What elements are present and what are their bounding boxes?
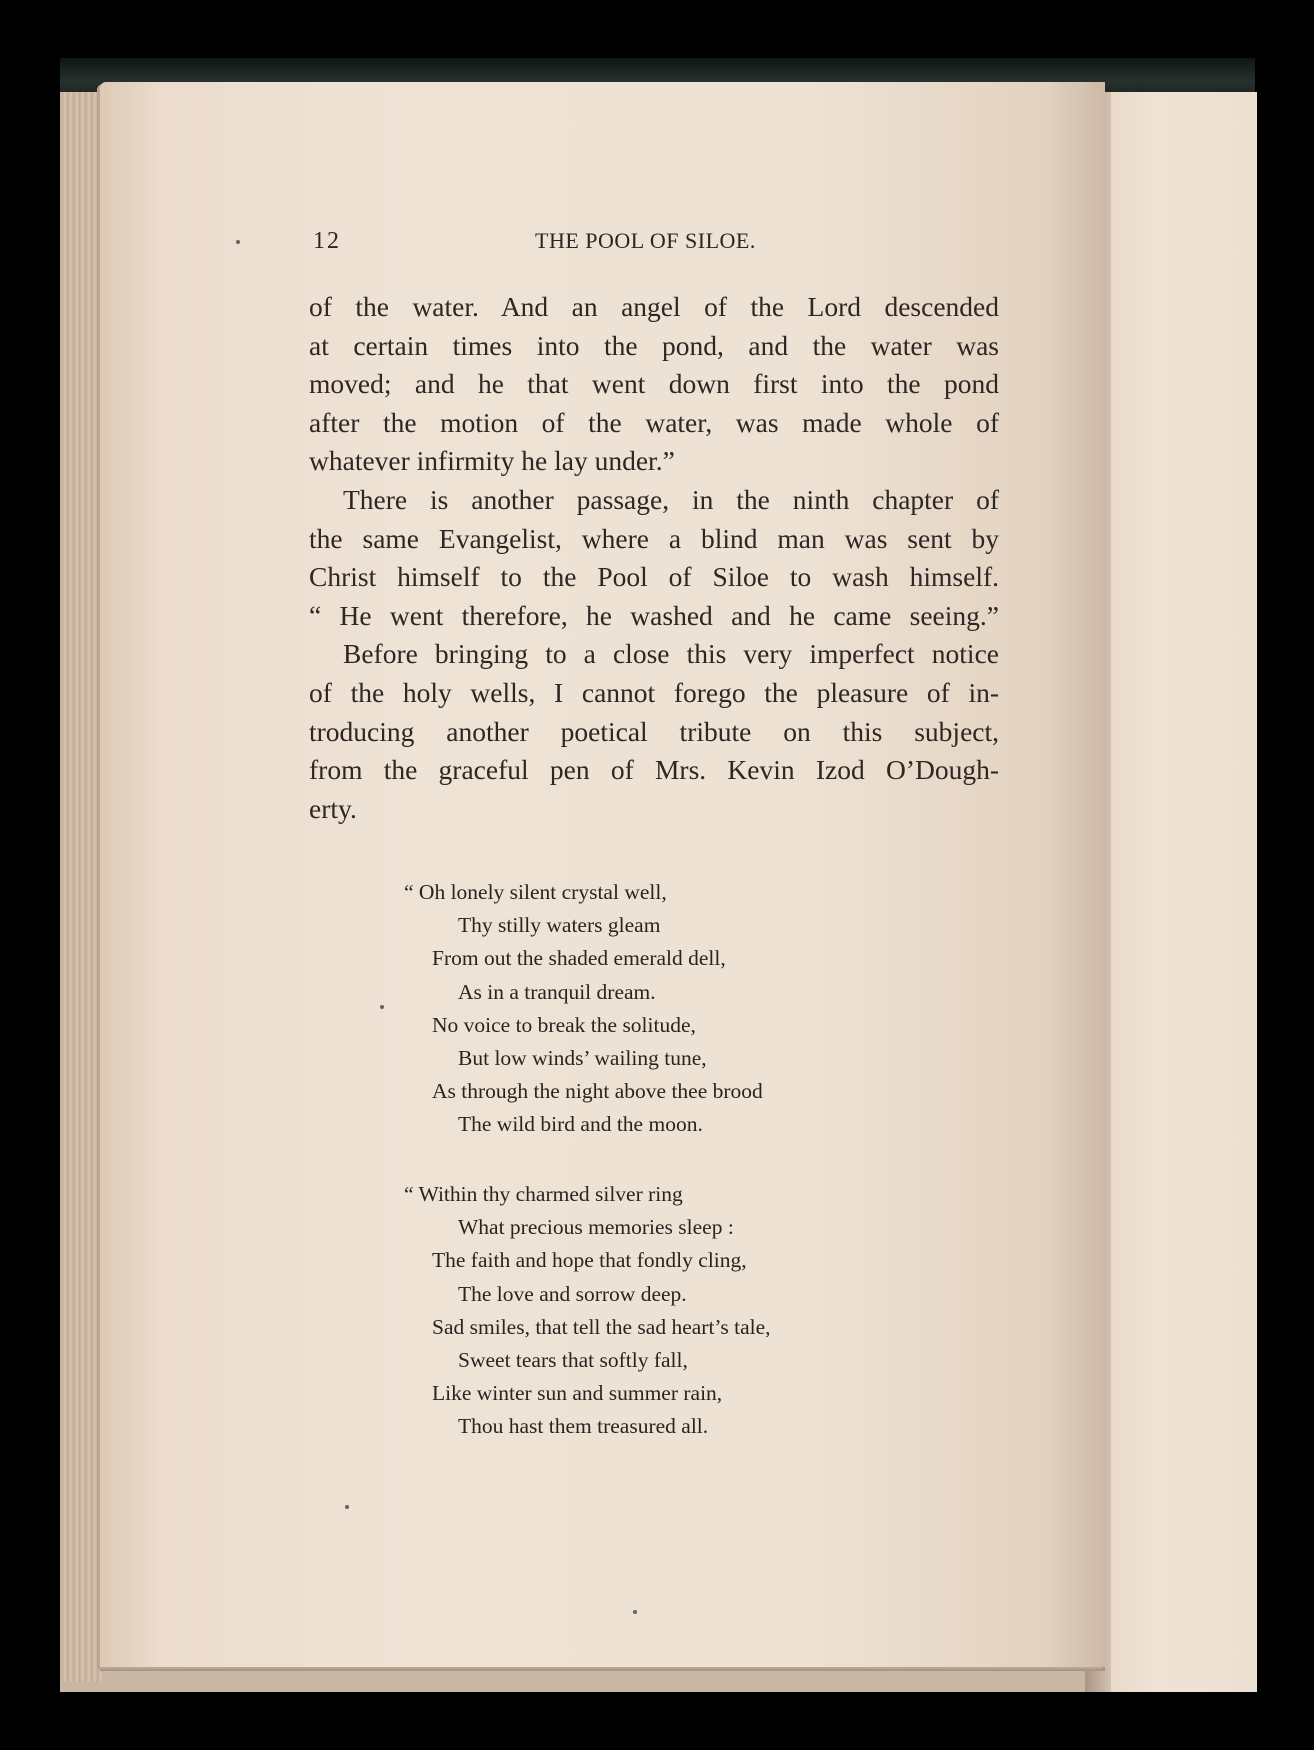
prose-line: of the holy wells, I cannot forego the pleasure of in- — [309, 676, 999, 708]
poem-line: As through the night above thee brood — [432, 1079, 763, 1104]
poem-line: Thou hast them treasured all. — [458, 1414, 709, 1439]
poem-line: What precious memories sleep : — [458, 1215, 734, 1240]
paper-speck — [236, 240, 240, 244]
prose-line: of the water. And an angel of the Lord descended — [309, 291, 999, 322]
paper-speck — [633, 1610, 637, 1614]
poem-line: From out the shaded emerald dell, — [432, 946, 726, 971]
prose-line: Christ himself to the Pool of Siloe to wash himself. — [309, 561, 999, 593]
poem-stanza-2 — [404, 1178, 771, 1444]
prose-line: “ He went therefore, he washed and he came seeing.” — [309, 599, 999, 631]
prose-line: the same Evangelist, where a blind man was sent by — [309, 522, 999, 554]
prose-line: after the motion of the water, was made whole of — [309, 406, 999, 438]
poem-line: The wild bird and the moon. — [458, 1112, 703, 1137]
running-head: THE POOL OF SILOE. — [535, 228, 756, 253]
poem-stanza-1 — [404, 876, 763, 1142]
paper-speck — [345, 1505, 349, 1509]
prose-line: at certain times into the pond, and the water was — [309, 329, 999, 361]
facing-page — [1085, 92, 1257, 1692]
prose-line: whatever infirmity he lay under.” — [309, 445, 675, 477]
poem-line: The faith and hope that fondly cling, — [432, 1248, 747, 1273]
poem-line: “ Oh lonely silent crystal well, — [404, 880, 667, 904]
poem-line: The love and sorrow deep. — [458, 1281, 687, 1306]
poem-line: Thy stilly waters gleam — [458, 913, 661, 938]
page-number: 12 — [313, 228, 341, 254]
page-header — [313, 228, 763, 264]
prose-body — [309, 288, 999, 828]
poem-line: No voice to break the solitude, — [432, 1012, 696, 1037]
page-edges — [62, 92, 102, 1682]
poem-line: Sad smiles, that tell the sad heart’s tale, — [432, 1314, 771, 1339]
prose-line: Before bringing to a close this very imperfect notice — [343, 638, 999, 670]
poem-line: Like winter sun and summer rain, — [432, 1381, 723, 1406]
poem-line: But low winds’ wailing tune, — [458, 1045, 707, 1070]
prose-line: troducing another poetical tribute on this subject, — [309, 715, 999, 747]
prose-line: from the graceful pen of Mrs. Kevin Izod O’Dough- — [309, 754, 999, 786]
prose-line: moved; and he that went down first into the pond — [309, 368, 999, 400]
poem-line: “ Within thy charmed silver ring — [404, 1182, 683, 1206]
poem-line: As in a tranquil dream. — [458, 979, 656, 1004]
poem-line: Sweet tears that softly fall, — [458, 1347, 688, 1372]
paper-speck — [380, 1005, 384, 1009]
prose-line: There is another passage, in the ninth chapter of — [343, 483, 999, 515]
prose-line: erty. — [309, 792, 357, 824]
